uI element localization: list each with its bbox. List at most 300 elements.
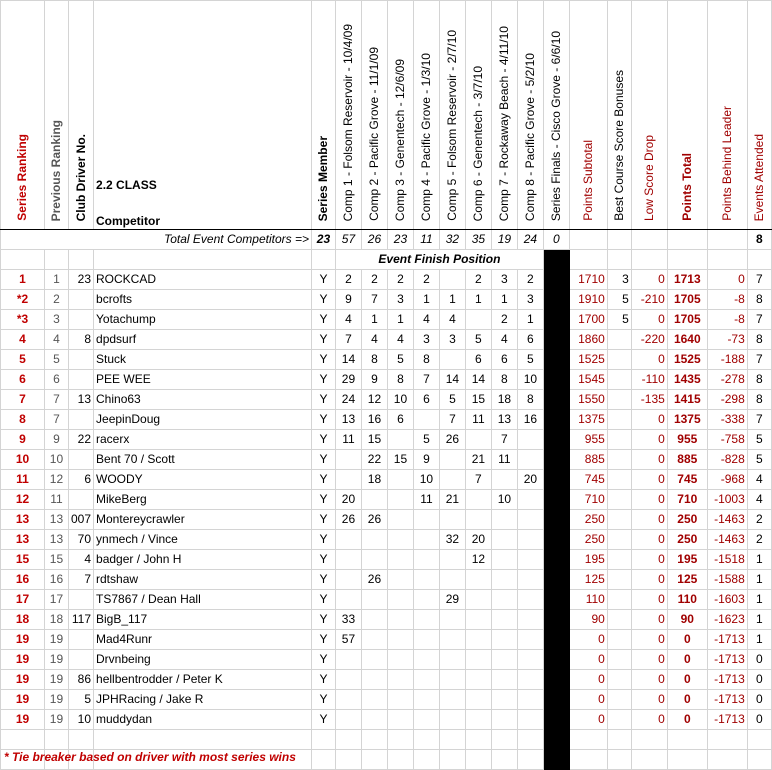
rank-cell: 12 <box>1 490 45 510</box>
driver-no-cell: 8 <box>68 330 93 350</box>
header-comp-1: Comp 1 - Folsom Reservoir - 10/4/09 <box>340 23 355 221</box>
comp-7-cell <box>491 590 517 610</box>
driver-no-cell <box>68 490 93 510</box>
comp-5-cell <box>439 630 465 650</box>
comp-3-cell: 10 <box>387 390 413 410</box>
competitor-cell: Mad4Runr <box>94 630 312 650</box>
competitor-cell: badger / John H <box>94 550 312 570</box>
competitor-cell: Yotachump <box>94 310 312 330</box>
events-attended-cell: 0 <box>747 650 771 670</box>
previous-rank-cell: 19 <box>44 690 68 710</box>
rank-cell: 18 <box>1 610 45 630</box>
previous-rank-cell: 15 <box>44 550 68 570</box>
series-finals-cell <box>543 350 569 370</box>
driver-no-cell: 5 <box>68 690 93 710</box>
comp-2-cell: 18 <box>361 470 387 490</box>
previous-rank-cell: 4 <box>44 330 68 350</box>
events-attended-cell: 2 <box>747 510 771 530</box>
series-finals-cell <box>543 650 569 670</box>
comp-4-cell <box>413 610 439 630</box>
comp-6-cell: 1 <box>465 290 491 310</box>
best-course-cell: 5 <box>607 310 631 330</box>
comp-5-cell: 4 <box>439 310 465 330</box>
comp-8-cell: 20 <box>517 470 543 490</box>
competitor-cell: WOODY <box>94 470 312 490</box>
competitor-cell: bcrofts <box>94 290 312 310</box>
comp-6-cell: 5 <box>465 330 491 350</box>
comp-2-cell <box>361 490 387 510</box>
comp-8-cell: 8 <box>517 390 543 410</box>
totals-comp-7: 19 <box>491 230 517 250</box>
event-finish-row <box>1 250 772 270</box>
series-finals-cell <box>543 470 569 490</box>
comp-6-cell <box>465 630 491 650</box>
comp-7-cell <box>491 670 517 690</box>
table-row <box>1 270 772 290</box>
comp-3-cell <box>387 610 413 630</box>
comp-2-cell <box>361 650 387 670</box>
previous-rank-cell: 7 <box>44 390 68 410</box>
comp-5-cell: 32 <box>439 530 465 550</box>
competitor-cell: JPHRacing / Jake R <box>94 690 312 710</box>
series-finals-cell <box>543 270 569 290</box>
comp-2-cell <box>361 690 387 710</box>
series-member-cell: Y <box>311 510 335 530</box>
comp-8-cell <box>517 710 543 730</box>
comp-4-cell <box>413 590 439 610</box>
events-attended-cell: 0 <box>747 690 771 710</box>
table-row <box>1 550 772 570</box>
comp-8-cell <box>517 490 543 510</box>
comp-4-cell: 5 <box>413 430 439 450</box>
points-subtotal-cell: 90 <box>569 610 607 630</box>
competitor-cell: Montereycrawler <box>94 510 312 530</box>
best-course-cell <box>607 510 631 530</box>
series-finals-cell <box>543 390 569 410</box>
events-attended-cell: 8 <box>747 330 771 350</box>
best-course-cell <box>607 430 631 450</box>
table-row <box>1 370 772 390</box>
points-subtotal-cell: 250 <box>569 530 607 550</box>
comp-1-cell <box>335 710 361 730</box>
previous-rank-cell: 7 <box>44 410 68 430</box>
events-attended-cell: 8 <box>747 290 771 310</box>
header-comp-2: Comp 2 - Pacific Grove - 11/1/09 <box>366 47 381 221</box>
points-total-cell: 955 <box>667 430 707 450</box>
low-score-drop-cell: 0 <box>631 450 667 470</box>
points-total-cell: 1713 <box>667 270 707 290</box>
table-row <box>1 510 772 530</box>
best-course-cell <box>607 530 631 550</box>
comp-2-cell: 9 <box>361 370 387 390</box>
best-course-cell <box>607 410 631 430</box>
events-attended-cell: 1 <box>747 590 771 610</box>
series-member-cell: Y <box>311 430 335 450</box>
comp-8-cell <box>517 570 543 590</box>
driver-no-cell <box>68 350 93 370</box>
comp-5-cell <box>439 510 465 530</box>
comp-3-cell <box>387 510 413 530</box>
comp-4-cell: 3 <box>413 330 439 350</box>
header-series-member: Series Member <box>315 135 330 221</box>
table-row <box>1 650 772 670</box>
comp-5-cell: 21 <box>439 490 465 510</box>
series-finals-cell <box>543 490 569 510</box>
series-finals-cell <box>543 330 569 350</box>
previous-rank-cell: 9 <box>44 430 68 450</box>
points-total-cell: 110 <box>667 590 707 610</box>
driver-no-cell: 7 <box>68 570 93 590</box>
comp-2-cell: 16 <box>361 410 387 430</box>
points-total-cell: 195 <box>667 550 707 570</box>
points-total-cell: 710 <box>667 490 707 510</box>
rank-cell: 10 <box>1 450 45 470</box>
header-series-finals: Series Finals - Cisco Grove - 6/6/10 <box>548 30 563 221</box>
comp-1-cell: 4 <box>335 310 361 330</box>
series-member-cell: Y <box>311 490 335 510</box>
comp-6-cell: 6 <box>465 350 491 370</box>
footnote: * Tie breaker based on driver with most series wins <box>4 750 296 764</box>
comp-5-cell <box>439 670 465 690</box>
comp-7-cell <box>491 630 517 650</box>
comp-2-cell: 1 <box>361 310 387 330</box>
driver-no-cell: 13 <box>68 390 93 410</box>
comp-4-cell: 10 <box>413 470 439 490</box>
best-course-cell <box>607 590 631 610</box>
comp-2-cell <box>361 530 387 550</box>
comp-7-cell: 1 <box>491 290 517 310</box>
series-member-cell: Y <box>311 290 335 310</box>
header-row <box>1 1 772 230</box>
comp-6-cell: 12 <box>465 550 491 570</box>
header-series-ranking: Series Ranking <box>14 134 29 221</box>
comp-7-cell: 13 <box>491 410 517 430</box>
comp-6-cell: 21 <box>465 450 491 470</box>
points-subtotal-cell: 1375 <box>569 410 607 430</box>
comp-6-cell: 2 <box>465 270 491 290</box>
series-member-cell: Y <box>311 310 335 330</box>
comp-8-cell: 2 <box>517 270 543 290</box>
points-behind-cell: -188 <box>707 350 747 370</box>
points-total-cell: 0 <box>667 630 707 650</box>
comp-1-cell <box>335 550 361 570</box>
low-score-drop-cell: 0 <box>631 710 667 730</box>
comp-4-cell <box>413 710 439 730</box>
points-behind-cell: -298 <box>707 390 747 410</box>
header-class: 2.2 CLASS <box>96 178 157 192</box>
points-total-cell: 90 <box>667 610 707 630</box>
points-behind-cell: -338 <box>707 410 747 430</box>
low-score-drop-cell: 0 <box>631 590 667 610</box>
driver-no-cell <box>68 310 93 330</box>
rank-cell: 15 <box>1 550 45 570</box>
comp-7-cell <box>491 470 517 490</box>
driver-no-cell <box>68 590 93 610</box>
series-member-cell: Y <box>311 270 335 290</box>
low-score-drop-cell: 0 <box>631 570 667 590</box>
points-subtotal-cell: 1525 <box>569 350 607 370</box>
table-row <box>1 710 772 730</box>
comp-2-cell: 15 <box>361 430 387 450</box>
low-score-drop-cell: -210 <box>631 290 667 310</box>
comp-7-cell: 10 <box>491 490 517 510</box>
comp-1-cell: 9 <box>335 290 361 310</box>
totals-comp-2: 26 <box>361 230 387 250</box>
comp-7-cell <box>491 570 517 590</box>
comp-8-cell <box>517 530 543 550</box>
comp-2-cell: 26 <box>361 570 387 590</box>
points-behind-cell: -1463 <box>707 530 747 550</box>
table-row <box>1 390 772 410</box>
comp-8-cell: 10 <box>517 370 543 390</box>
low-score-drop-cell: 0 <box>631 430 667 450</box>
competitor-cell: racerx <box>94 430 312 450</box>
points-total-cell: 885 <box>667 450 707 470</box>
rank-cell: 9 <box>1 430 45 450</box>
events-attended-cell: 1 <box>747 630 771 650</box>
comp-1-cell <box>335 570 361 590</box>
points-behind-cell: 0 <box>707 270 747 290</box>
comp-4-cell: 11 <box>413 490 439 510</box>
competitor-cell: Drvnbeing <box>94 650 312 670</box>
totals-label: Total Event Competitors => <box>1 230 312 250</box>
previous-rank-cell: 5 <box>44 350 68 370</box>
comp-1-cell: 7 <box>335 330 361 350</box>
points-subtotal-cell: 1710 <box>569 270 607 290</box>
points-total-cell: 1435 <box>667 370 707 390</box>
comp-8-cell <box>517 590 543 610</box>
previous-rank-cell: 16 <box>44 570 68 590</box>
rank-cell: 1 <box>1 270 45 290</box>
competitor-cell: dpdsurf <box>94 330 312 350</box>
comp-2-cell: 2 <box>361 270 387 290</box>
series-finals-cell <box>543 690 569 710</box>
comp-1-cell <box>335 530 361 550</box>
series-finals-cell <box>543 550 569 570</box>
comp-6-cell <box>465 710 491 730</box>
driver-no-cell <box>68 290 93 310</box>
series-member-cell: Y <box>311 550 335 570</box>
driver-no-cell <box>68 370 93 390</box>
points-behind-cell: -758 <box>707 430 747 450</box>
previous-rank-cell: 13 <box>44 530 68 550</box>
competitor-cell: rdtshaw <box>94 570 312 590</box>
series-finals-cell <box>543 310 569 330</box>
comp-5-cell: 29 <box>439 590 465 610</box>
comp-8-cell <box>517 510 543 530</box>
rank-cell: 19 <box>1 630 45 650</box>
comp-7-cell <box>491 550 517 570</box>
series-member-cell: Y <box>311 630 335 650</box>
comp-5-cell: 5 <box>439 390 465 410</box>
comp-7-cell: 4 <box>491 330 517 350</box>
totals-comp-4: 11 <box>413 230 439 250</box>
comp-1-cell: 26 <box>335 510 361 530</box>
comp-1-cell <box>335 470 361 490</box>
points-behind-cell: -1713 <box>707 670 747 690</box>
events-attended-cell: 0 <box>747 670 771 690</box>
series-member-cell: Y <box>311 650 335 670</box>
event-finish-label: Event Finish Position <box>335 250 543 270</box>
table-row <box>1 690 772 710</box>
driver-no-cell: 22 <box>68 430 93 450</box>
comp-7-cell: 7 <box>491 430 517 450</box>
series-member-cell: Y <box>311 710 335 730</box>
low-score-drop-cell: -220 <box>631 330 667 350</box>
comp-7-cell: 2 <box>491 310 517 330</box>
rank-cell: 19 <box>1 650 45 670</box>
comp-5-cell <box>439 710 465 730</box>
low-score-drop-cell: 0 <box>631 410 667 430</box>
points-behind-cell: -1623 <box>707 610 747 630</box>
totals-series-member: 23 <box>311 230 335 250</box>
comp-4-cell <box>413 530 439 550</box>
competitor-cell: PEE WEE <box>94 370 312 390</box>
points-total-cell: 125 <box>667 570 707 590</box>
comp-6-cell <box>465 590 491 610</box>
best-course-cell <box>607 610 631 630</box>
competitor-cell: Stuck <box>94 350 312 370</box>
comp-6-cell <box>465 510 491 530</box>
comp-7-cell: 6 <box>491 350 517 370</box>
table-row <box>1 470 772 490</box>
previous-rank-cell: 13 <box>44 510 68 530</box>
competitor-cell: ynmech / Vince <box>94 530 312 550</box>
best-course-cell <box>607 570 631 590</box>
points-subtotal-cell: 195 <box>569 550 607 570</box>
low-score-drop-cell: 0 <box>631 350 667 370</box>
competitor-cell: ROCKCAD <box>94 270 312 290</box>
comp-6-cell: 15 <box>465 390 491 410</box>
comp-7-cell <box>491 710 517 730</box>
comp-3-cell <box>387 530 413 550</box>
points-behind-cell: -1603 <box>707 590 747 610</box>
series-member-cell: Y <box>311 390 335 410</box>
rank-cell: 13 <box>1 510 45 530</box>
events-attended-cell: 4 <box>747 490 771 510</box>
best-course-cell <box>607 350 631 370</box>
series-member-cell: Y <box>311 350 335 370</box>
events-attended-cell: 0 <box>747 710 771 730</box>
comp-1-cell <box>335 590 361 610</box>
previous-rank-cell: 2 <box>44 290 68 310</box>
comp-1-cell: 33 <box>335 610 361 630</box>
comp-2-cell <box>361 550 387 570</box>
comp-1-cell: 13 <box>335 410 361 430</box>
points-behind-cell: -1713 <box>707 650 747 670</box>
table-row <box>1 490 772 510</box>
low-score-drop-cell: 0 <box>631 470 667 490</box>
points-subtotal-cell: 745 <box>569 470 607 490</box>
points-total-cell: 0 <box>667 650 707 670</box>
header-low-score-drop: Low Score Drop <box>641 134 656 221</box>
comp-3-cell: 1 <box>387 310 413 330</box>
points-total-cell: 0 <box>667 670 707 690</box>
comp-3-cell: 15 <box>387 450 413 470</box>
comp-5-cell: 14 <box>439 370 465 390</box>
events-attended-cell: 1 <box>747 610 771 630</box>
points-behind-cell: -8 <box>707 290 747 310</box>
previous-rank-cell: 19 <box>44 710 68 730</box>
comp-5-cell <box>439 610 465 630</box>
previous-rank-cell: 19 <box>44 630 68 650</box>
best-course-cell <box>607 550 631 570</box>
comp-6-cell <box>465 610 491 630</box>
comp-8-cell <box>517 450 543 470</box>
table-row <box>1 630 772 650</box>
comp-8-cell: 1 <box>517 310 543 330</box>
comp-1-cell <box>335 650 361 670</box>
comp-4-cell <box>413 550 439 570</box>
series-member-cell: Y <box>311 590 335 610</box>
comp-2-cell: 22 <box>361 450 387 470</box>
series-member-cell: Y <box>311 470 335 490</box>
best-course-cell: 3 <box>607 270 631 290</box>
header-points-subtotal: Points Subtotal <box>580 140 595 221</box>
comp-3-cell <box>387 470 413 490</box>
points-subtotal-cell: 0 <box>569 710 607 730</box>
totals-series-finals: 0 <box>543 230 569 250</box>
comp-6-cell <box>465 310 491 330</box>
comp-3-cell: 2 <box>387 270 413 290</box>
points-subtotal-cell: 0 <box>569 650 607 670</box>
comp-1-cell <box>335 690 361 710</box>
points-subtotal-cell: 0 <box>569 630 607 650</box>
best-course-cell <box>607 710 631 730</box>
points-total-cell: 0 <box>667 710 707 730</box>
comp-5-cell <box>439 450 465 470</box>
comp-8-cell: 6 <box>517 330 543 350</box>
comp-5-cell <box>439 690 465 710</box>
best-course-cell <box>607 390 631 410</box>
points-subtotal-cell: 710 <box>569 490 607 510</box>
totals-comp-8: 24 <box>517 230 543 250</box>
previous-rank-cell: 19 <box>44 650 68 670</box>
comp-1-cell <box>335 670 361 690</box>
totals-events-attended: 8 <box>747 230 771 250</box>
series-finals-cell <box>543 430 569 450</box>
comp-8-cell <box>517 650 543 670</box>
previous-rank-cell: 6 <box>44 370 68 390</box>
comp-6-cell <box>465 650 491 670</box>
best-course-cell <box>607 450 631 470</box>
comp-7-cell: 18 <box>491 390 517 410</box>
points-total-cell: 1415 <box>667 390 707 410</box>
low-score-drop-cell: 0 <box>631 310 667 330</box>
points-behind-cell: -8 <box>707 310 747 330</box>
events-attended-cell: 1 <box>747 550 771 570</box>
best-course-cell <box>607 470 631 490</box>
best-course-cell <box>607 630 631 650</box>
points-total-cell: 1525 <box>667 350 707 370</box>
low-score-drop-cell: 0 <box>631 490 667 510</box>
comp-4-cell: 7 <box>413 370 439 390</box>
comp-4-cell <box>413 510 439 530</box>
series-member-cell: Y <box>311 570 335 590</box>
events-attended-cell: 5 <box>747 450 771 470</box>
best-course-cell <box>607 330 631 350</box>
driver-no-cell: 4 <box>68 550 93 570</box>
comp-6-cell: 11 <box>465 410 491 430</box>
comp-2-cell: 4 <box>361 330 387 350</box>
comp-3-cell: 3 <box>387 290 413 310</box>
low-score-drop-cell: 0 <box>631 550 667 570</box>
points-subtotal-cell: 885 <box>569 450 607 470</box>
comp-4-cell: 1 <box>413 290 439 310</box>
driver-no-cell: 70 <box>68 530 93 550</box>
table-row <box>1 530 772 550</box>
series-finals-cell <box>543 710 569 730</box>
